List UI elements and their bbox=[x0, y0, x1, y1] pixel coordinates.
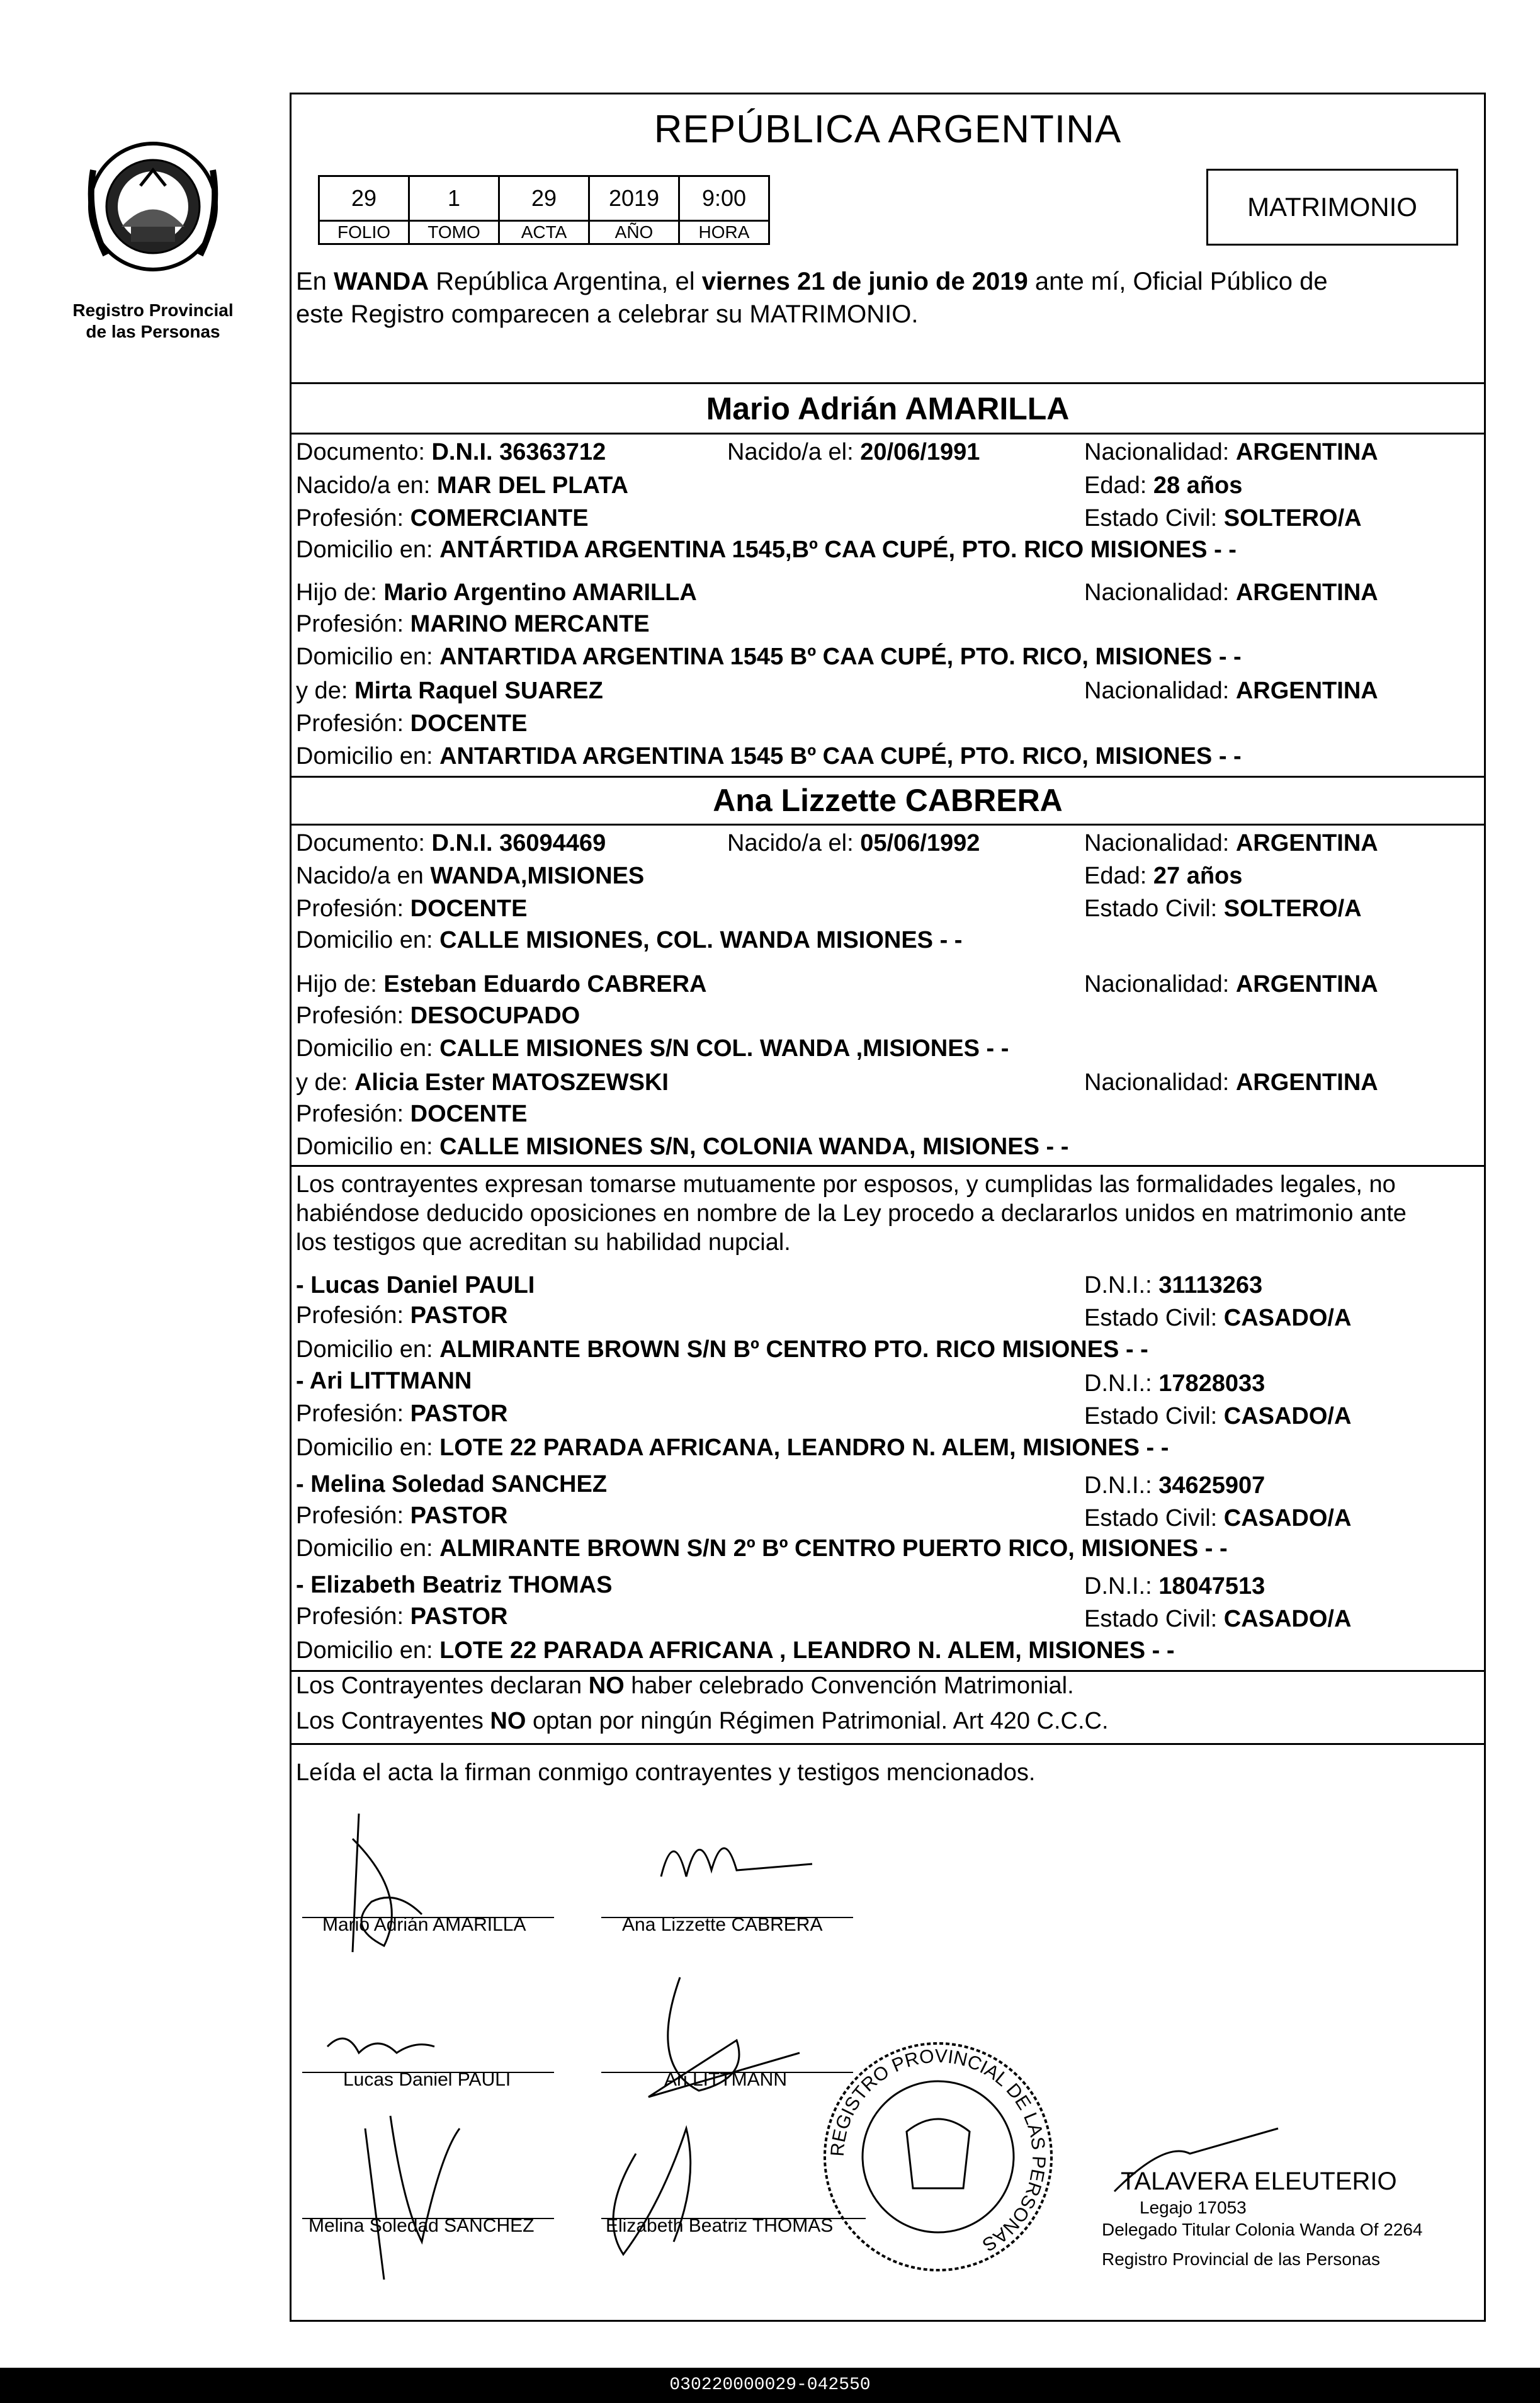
spouse1-nationality bbox=[1084, 438, 1378, 467]
value: 34625907 bbox=[1158, 1472, 1265, 1499]
value: ANTARTIDA ARGENTINA 1545 Bº CAA CUPÉ, PTO. RICO, MISIONES - - bbox=[439, 644, 1242, 670]
witness-3-profession bbox=[296, 1501, 508, 1530]
label: Nacido/a el: bbox=[727, 830, 861, 856]
value: Mario Argentino AMARILLA bbox=[383, 579, 697, 606]
spouse1-birthplace bbox=[296, 471, 628, 500]
value: PASTOR bbox=[410, 1400, 508, 1427]
hour-value: 9:00 bbox=[679, 176, 769, 221]
value: DOCENTE bbox=[410, 1101, 528, 1127]
value: LOTE 22 PARADA AFRICANA , LEANDRO N. ALEM, MISIONES - - bbox=[439, 1637, 1175, 1664]
value: CASADO/A bbox=[1223, 1505, 1352, 1531]
text: Los Contrayentes bbox=[296, 1708, 490, 1734]
witness-3-name bbox=[296, 1470, 607, 1499]
label: Domicilio en: bbox=[296, 1336, 440, 1363]
label: Domicilio en: bbox=[296, 743, 440, 770]
spouse2-father-profession bbox=[296, 1001, 580, 1030]
value: PASTOR bbox=[410, 1603, 508, 1630]
value: ARGENTINA bbox=[1235, 1069, 1378, 1096]
spouse2-address bbox=[296, 926, 962, 955]
label: Nacido/a en bbox=[296, 863, 431, 889]
divider bbox=[290, 382, 1486, 384]
label: y de: bbox=[296, 678, 354, 704]
label: Documento: bbox=[296, 439, 432, 465]
divider bbox=[290, 1743, 1486, 1745]
label: D.N.I.: bbox=[1084, 1272, 1159, 1298]
value: Alicia Ester MATOSZEWSKI bbox=[354, 1069, 669, 1096]
value: CALLE MISIONES S/N COL. WANDA ,MISIONES - - bbox=[439, 1035, 1009, 1062]
divider bbox=[290, 776, 1486, 778]
value: 05/06/1992 bbox=[860, 830, 980, 856]
witness-3-civil bbox=[1084, 1504, 1351, 1533]
divider bbox=[290, 824, 1486, 826]
signature-label-witness1: Lucas Daniel PAULI bbox=[343, 2069, 511, 2090]
intro-text: En bbox=[296, 268, 334, 295]
witness-2-dni bbox=[1084, 1369, 1265, 1398]
label: Hijo de: bbox=[296, 579, 384, 606]
label: D.N.I.: bbox=[1084, 1573, 1159, 1599]
value: Mirta Raquel SUAREZ bbox=[354, 678, 603, 704]
value: 31113263 bbox=[1158, 1272, 1263, 1298]
label: Documento: bbox=[296, 830, 432, 856]
value: DOCENTE bbox=[410, 710, 528, 737]
label: Nacionalidad: bbox=[1084, 579, 1236, 606]
value: LOTE 22 PARADA AFRICANA, LEANDRO N. ALEM, MISIONES - - bbox=[439, 1434, 1169, 1461]
divider bbox=[290, 433, 1486, 435]
value: MAR DEL PLATA bbox=[436, 472, 628, 499]
folio-label: FOLIO bbox=[319, 221, 409, 244]
text: haber celebrado Convención Matrimonial. bbox=[624, 1673, 1074, 1699]
spouse2-nationality bbox=[1084, 829, 1378, 858]
spouse1-mother bbox=[296, 676, 603, 705]
label: D.N.I.: bbox=[1084, 1370, 1159, 1397]
signatures-intro: Leída el acta la firman conmigo contrayentes y testigos mencionados. bbox=[296, 1759, 1036, 1786]
witness-4-profession bbox=[296, 1602, 508, 1631]
label: Profesión: bbox=[296, 710, 410, 737]
value: DESOCUPADO bbox=[410, 1003, 580, 1029]
value: CALLE MISIONES S/N, COLONIA WANDA, MISIONES - - bbox=[439, 1133, 1069, 1160]
spouse2-mother bbox=[296, 1068, 669, 1097]
intro-date: viernes 21 de junio de 2019 bbox=[701, 268, 1028, 295]
regime-line-2 bbox=[296, 1707, 1109, 1736]
witness-3-address bbox=[296, 1534, 1228, 1563]
label: Profesión: bbox=[296, 505, 410, 531]
year-label: AÑO bbox=[589, 221, 679, 244]
label: Nacionalidad: bbox=[1084, 678, 1236, 704]
registry-caption-line2: de las Personas bbox=[86, 322, 220, 341]
label: Estado Civil: bbox=[1084, 1305, 1224, 1331]
value: - Ari LITTMANN bbox=[296, 1368, 472, 1394]
spouse2-document bbox=[296, 829, 606, 858]
value: ARGENTINA bbox=[1235, 579, 1378, 606]
text: optan por ningún Régimen Patrimonial. Art 420 C.C.C. bbox=[526, 1708, 1109, 1734]
label: Estado Civil: bbox=[1084, 895, 1224, 922]
spouse2-birthplace bbox=[296, 861, 644, 890]
year-value: 2019 bbox=[589, 176, 679, 221]
value: DOCENTE bbox=[410, 895, 528, 922]
value: D.N.I. 36363712 bbox=[431, 439, 606, 465]
hour-label: HORA bbox=[679, 221, 769, 244]
value: SOLTERO/A bbox=[1223, 505, 1362, 531]
spouse1-father bbox=[296, 578, 697, 607]
value: D.N.I. 36094469 bbox=[431, 830, 606, 856]
label: Domicilio en: bbox=[296, 1637, 440, 1664]
divider bbox=[290, 1165, 1486, 1167]
label: Domicilio en: bbox=[296, 644, 440, 670]
spouse2-profession bbox=[296, 894, 527, 923]
witness-4-address bbox=[296, 1636, 1175, 1665]
value: ARGENTINA bbox=[1235, 439, 1378, 465]
act-type-badge: MATRIMONIO bbox=[1206, 169, 1458, 246]
spouse1-civil-status bbox=[1084, 504, 1362, 533]
value: COMERCIANTE bbox=[410, 505, 589, 531]
value: ALMIRANTE BROWN S/N 2º Bº CENTRO PUERTO RICO, MISIONES - - bbox=[439, 1535, 1228, 1562]
spouse2-mother-address bbox=[296, 1132, 1068, 1161]
value: 17828033 bbox=[1158, 1370, 1265, 1397]
spouse1-born bbox=[727, 438, 980, 467]
witness-4-civil bbox=[1084, 1605, 1351, 1633]
text: Los Contrayentes declaran bbox=[296, 1673, 589, 1699]
label: Domicilio en: bbox=[296, 927, 440, 953]
signature-label-witness3: Melina Soledad SANCHEZ bbox=[309, 2215, 535, 2236]
value: CALLE MISIONES, COL. WANDA MISIONES - - bbox=[439, 927, 963, 953]
intro-city: WANDA bbox=[334, 268, 429, 295]
acta-value: 29 bbox=[499, 176, 589, 221]
spouse1-document bbox=[296, 438, 606, 467]
label: Profesión: bbox=[296, 1503, 410, 1529]
acta-label: ACTA bbox=[499, 221, 589, 244]
label: Profesión: bbox=[296, 1101, 410, 1127]
spouse2-mother-profession bbox=[296, 1099, 527, 1128]
witness-1-profession bbox=[296, 1301, 508, 1330]
tomo-value: 1 bbox=[409, 176, 499, 221]
label: Hijo de: bbox=[296, 971, 384, 997]
spouse2-mother-nationality bbox=[1084, 1068, 1378, 1097]
label: Nacionalidad: bbox=[1084, 1069, 1236, 1096]
label: Edad: bbox=[1084, 472, 1153, 499]
label: Estado Civil: bbox=[1084, 505, 1224, 531]
witness-1-dni bbox=[1084, 1271, 1262, 1300]
label: Estado Civil: bbox=[1084, 1505, 1224, 1531]
value: ARGENTINA bbox=[1235, 678, 1378, 704]
registry-number-table bbox=[318, 175, 770, 245]
label: Nacido/a el: bbox=[727, 439, 861, 465]
province-seal-logo bbox=[81, 132, 225, 290]
witness-1-address bbox=[296, 1335, 1148, 1364]
value: WANDA,MISIONES bbox=[430, 863, 645, 889]
officer-role: Delegado Titular Colonia Wanda Of 2264 bbox=[1102, 2220, 1423, 2239]
value: 27 años bbox=[1153, 863, 1243, 889]
intro-text: República Argentina, el bbox=[429, 268, 702, 295]
label: Edad: bbox=[1084, 863, 1153, 889]
label: Profesión: bbox=[296, 1603, 410, 1630]
witness-1-name bbox=[296, 1271, 535, 1300]
label: Domicilio en: bbox=[296, 1133, 440, 1160]
spouse2-father bbox=[296, 970, 706, 999]
registry-caption bbox=[49, 300, 257, 343]
officer-legajo: Legajo 17053 bbox=[1140, 2198, 1247, 2217]
value: CASADO/A bbox=[1223, 1305, 1352, 1331]
spouse1-mother-profession bbox=[296, 709, 527, 738]
value: 28 años bbox=[1153, 472, 1243, 499]
value: ARGENTINA bbox=[1235, 971, 1378, 997]
witness-1-civil bbox=[1084, 1304, 1351, 1332]
barcode-number: 030220000029-042550 bbox=[0, 2368, 1540, 2403]
spouse2-civil-status bbox=[1084, 894, 1362, 923]
value: 18047513 bbox=[1158, 1573, 1265, 1599]
label: Estado Civil: bbox=[1084, 1403, 1224, 1429]
label: Domicilio en: bbox=[296, 1434, 440, 1461]
witness-2-profession bbox=[296, 1399, 508, 1428]
label: Profesión: bbox=[296, 611, 410, 637]
intro-line-1 bbox=[296, 267, 1328, 296]
spouse1-age bbox=[1084, 471, 1242, 500]
spouse2-age bbox=[1084, 861, 1242, 890]
signature-label-spouse1: Mario Adrián AMARILLA bbox=[322, 1914, 526, 1935]
spouse1-mother-address bbox=[296, 742, 1242, 771]
spouse1-mother-nationality bbox=[1084, 676, 1378, 705]
officer-name: TALAVERA ELEUTERIO bbox=[1121, 2167, 1397, 2195]
label: Profesión: bbox=[296, 895, 410, 922]
label: Domicilio en: bbox=[296, 537, 440, 563]
witness-4-dni bbox=[1084, 1572, 1265, 1601]
value: PASTOR bbox=[410, 1503, 508, 1529]
official-stamp bbox=[818, 2037, 1058, 2276]
declaration-line-3: los testigos que acreditan su habilidad nupcial. bbox=[296, 1229, 791, 1256]
value: - Lucas Daniel PAULI bbox=[296, 1272, 535, 1298]
label: Domicilio en: bbox=[296, 1535, 440, 1562]
witness-2-civil bbox=[1084, 1402, 1351, 1431]
witness-4-name bbox=[296, 1571, 613, 1599]
label: D.N.I.: bbox=[1084, 1472, 1159, 1499]
registry-caption-line1: Registro Provincial bbox=[72, 300, 234, 320]
spouse2-father-address bbox=[296, 1034, 1009, 1063]
tomo-label: TOMO bbox=[409, 221, 499, 244]
folio-value: 29 bbox=[319, 176, 409, 221]
label: Profesión: bbox=[296, 1400, 410, 1427]
declaration-line-2: habiéndose deducido oposiciones en nombre de la Ley procedo a declararlos unidos en matrimonio ante bbox=[296, 1200, 1407, 1227]
declaration-line-1: Los contrayentes expresan tomarse mutuamente por esposos, y cumplidas las formalidades legales, no bbox=[296, 1171, 1396, 1198]
spouse2-father-nationality bbox=[1084, 970, 1378, 999]
intro-text: ante mí, Oficial Público de bbox=[1028, 268, 1328, 295]
value: ARGENTINA bbox=[1235, 830, 1378, 856]
value: MARINO MERCANTE bbox=[410, 611, 650, 637]
value: PASTOR bbox=[410, 1302, 508, 1329]
signature-label-witness4: Elizabeth Beatriz THOMAS bbox=[606, 2215, 834, 2236]
emphasis: NO bbox=[490, 1708, 526, 1734]
value: - Melina Soledad SANCHEZ bbox=[296, 1471, 608, 1497]
value: ALMIRANTE BROWN S/N Bº CENTRO PTO. RICO MISIONES - - bbox=[439, 1336, 1148, 1363]
value: Esteban Eduardo CABRERA bbox=[383, 971, 707, 997]
value: SOLTERO/A bbox=[1223, 895, 1362, 922]
spouse1-profession bbox=[296, 504, 589, 533]
regime-line-1 bbox=[296, 1671, 1074, 1700]
signature-label-witness2: Ari LITTMANN bbox=[664, 2069, 787, 2090]
label: Nacido/a en: bbox=[296, 472, 437, 499]
spouse1-father-nationality bbox=[1084, 578, 1378, 607]
value: CASADO/A bbox=[1223, 1403, 1352, 1429]
label: Profesión: bbox=[296, 1302, 410, 1329]
spouse2-name: Ana Lizzette CABRERA bbox=[713, 783, 1063, 818]
label: Profesión: bbox=[296, 1003, 410, 1029]
spouse1-name: Mario Adrián AMARILLA bbox=[706, 391, 1070, 426]
label: Estado Civil: bbox=[1084, 1606, 1224, 1632]
value: ANTARTIDA ARGENTINA 1545 Bº CAA CUPÉ, PTO. RICO, MISIONES - - bbox=[439, 743, 1242, 770]
stamp-ring-text: REGISTRO PROVINCIAL DE LAS PERSONAS bbox=[827, 2045, 1050, 2256]
label: Nacionalidad: bbox=[1084, 971, 1236, 997]
emphasis: NO bbox=[588, 1673, 625, 1699]
officer-org: Registro Provincial de las Personas bbox=[1102, 2249, 1380, 2269]
label: y de: bbox=[296, 1069, 354, 1096]
label: Domicilio en: bbox=[296, 1035, 440, 1062]
witness-2-address bbox=[296, 1433, 1169, 1462]
svg-text:REGISTRO PROVINCIAL DE LAS PER bbox=[827, 2046, 1050, 2256]
label: Nacionalidad: bbox=[1084, 439, 1236, 465]
value: CASADO/A bbox=[1223, 1606, 1352, 1632]
spouse1-address bbox=[296, 535, 1237, 564]
spouse1-father-address bbox=[296, 642, 1242, 671]
page-title: REPÚBLICA ARGENTINA bbox=[654, 108, 1122, 151]
value: ANTÁRTIDA ARGENTINA 1545,Bº CAA CUPÉ, PTO. RICO MISIONES - - bbox=[439, 537, 1237, 563]
label: Nacionalidad: bbox=[1084, 830, 1236, 856]
spouse2-born bbox=[727, 829, 980, 858]
value: 20/06/1991 bbox=[860, 439, 980, 465]
signature-label-spouse2: Ana Lizzette CABRERA bbox=[622, 1914, 823, 1935]
witness-2-name bbox=[296, 1366, 472, 1395]
witness-3-dni bbox=[1084, 1471, 1265, 1500]
spouse1-father-profession bbox=[296, 610, 650, 639]
intro-line-2: este Registro comparecen a celebrar su MATRIMONIO. bbox=[296, 300, 919, 328]
value: - Elizabeth Beatriz THOMAS bbox=[296, 1572, 613, 1598]
